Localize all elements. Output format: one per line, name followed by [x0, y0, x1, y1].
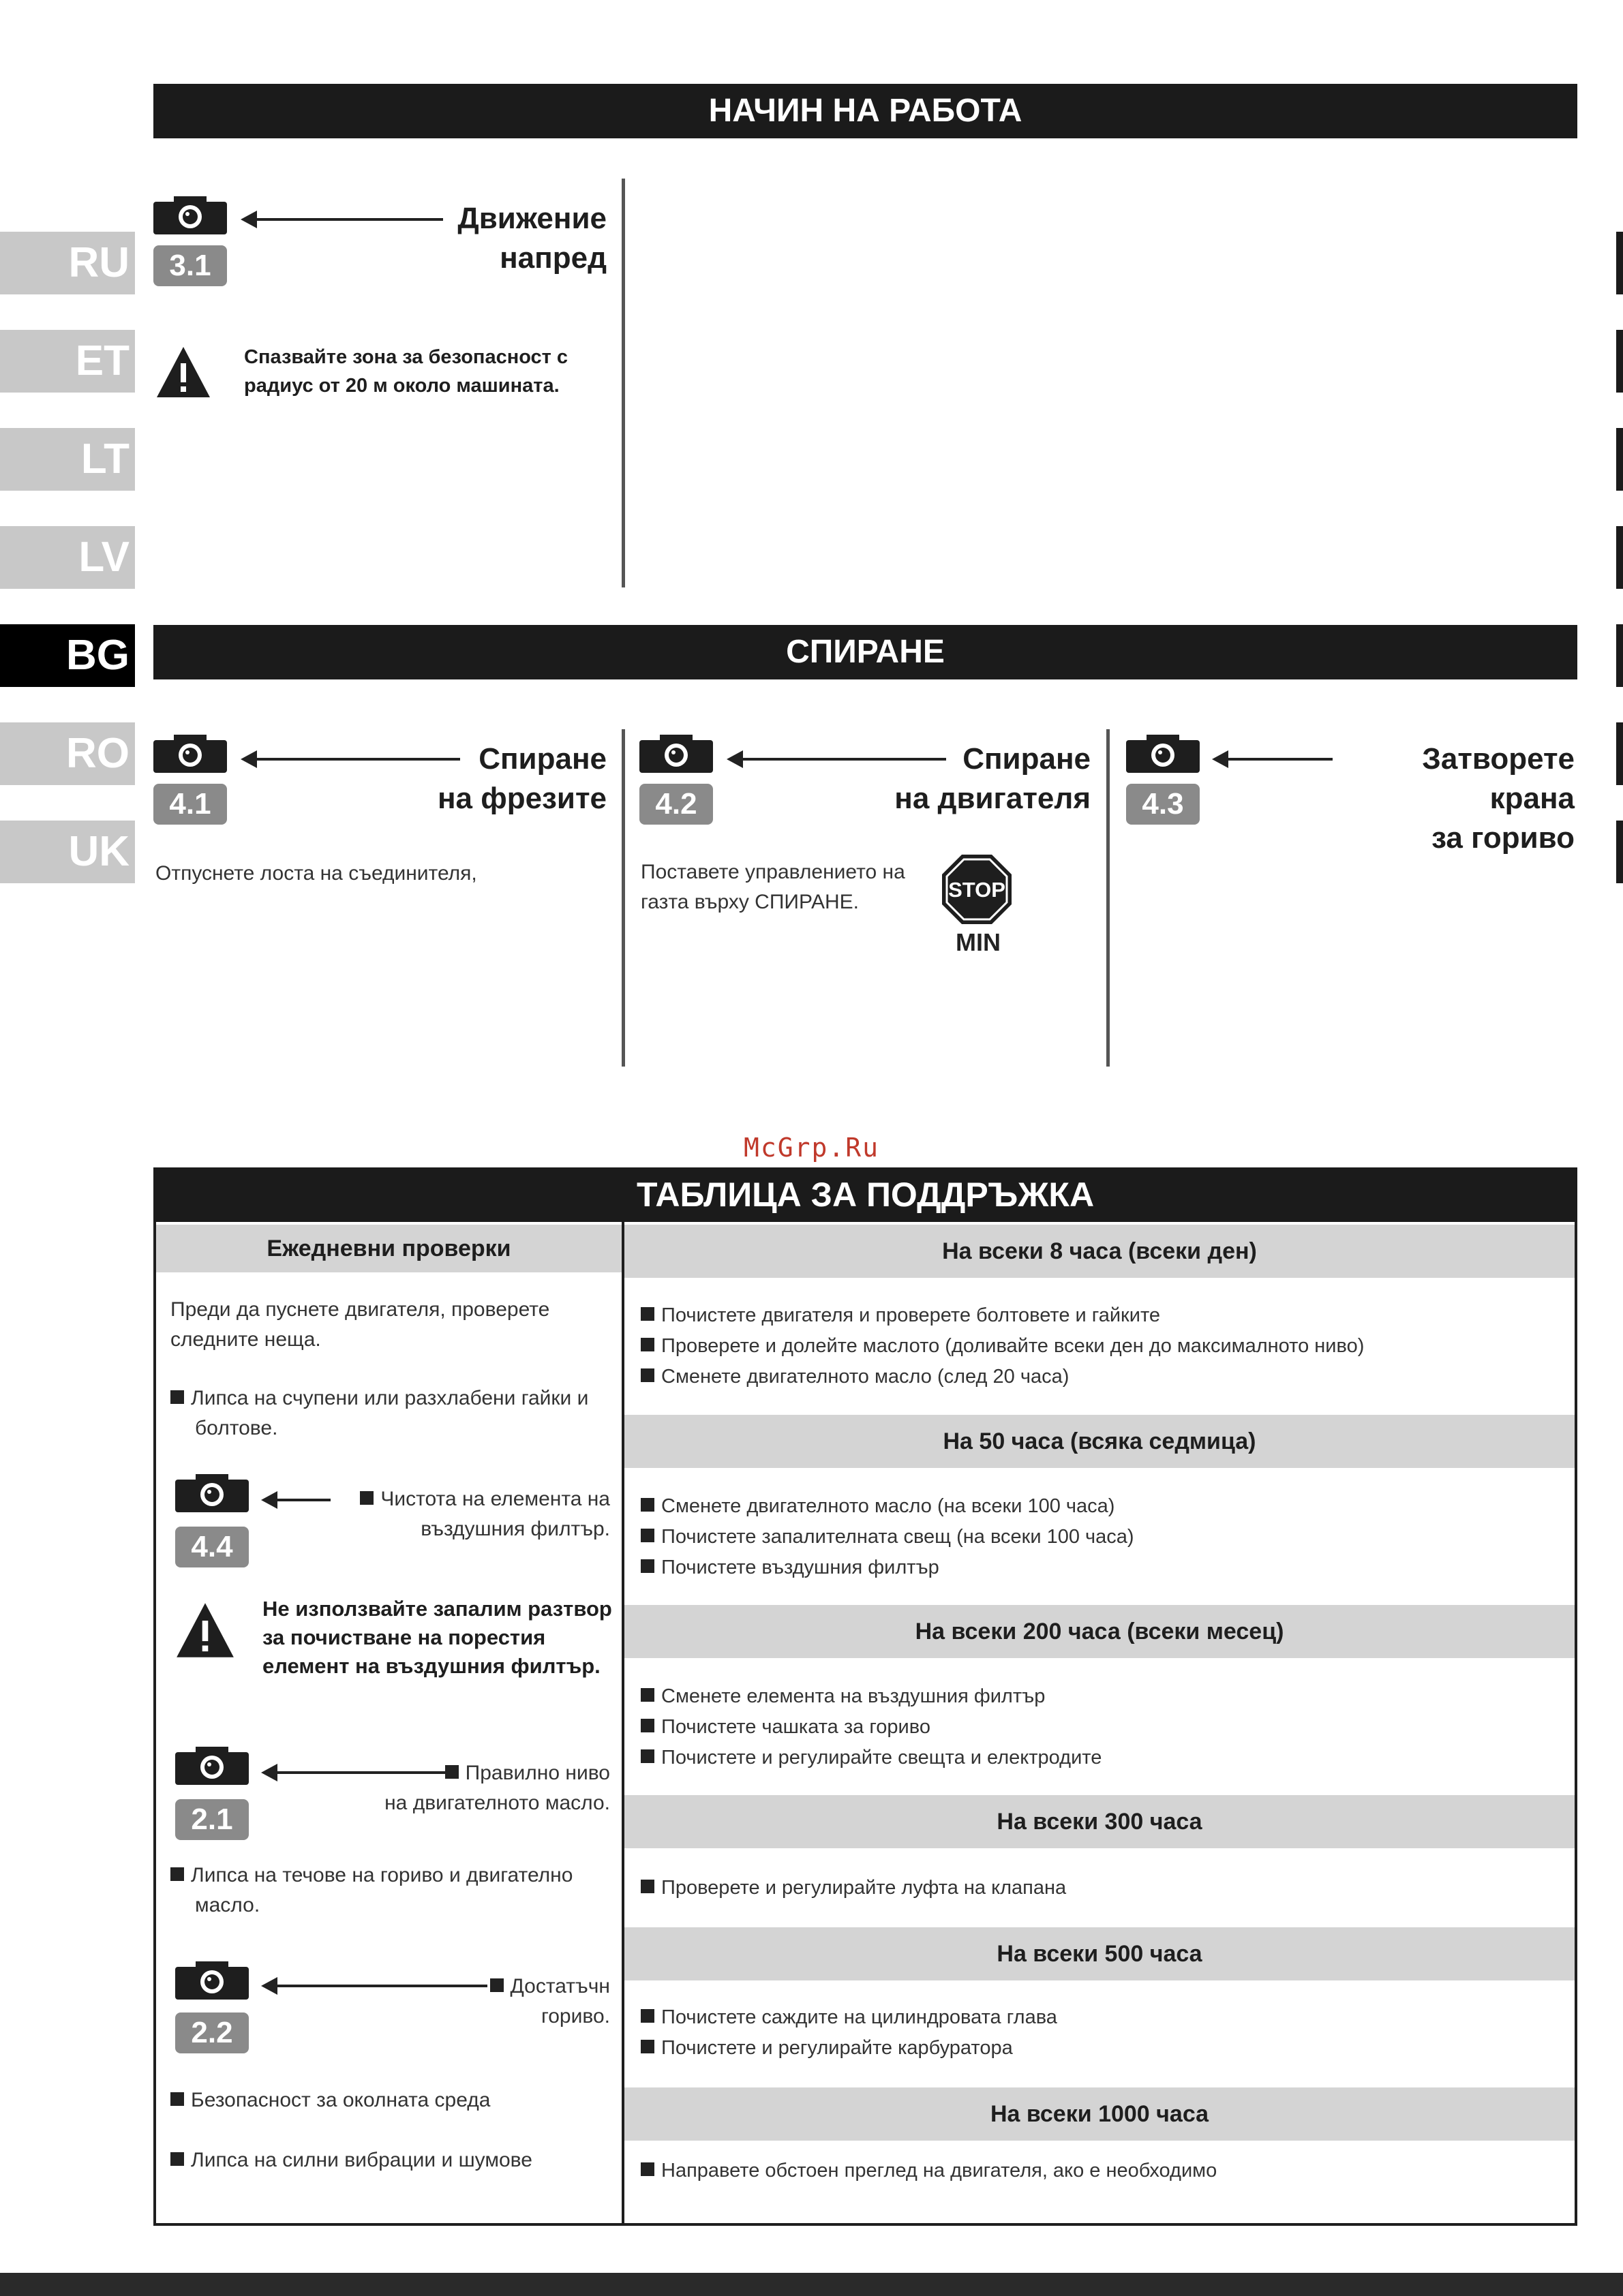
- list-item: Сменете двигателното масло (на всеки 100 часа): [641, 1491, 1134, 1522]
- list-item: Почистете чашката за гориво: [641, 1712, 1102, 1743]
- bullet-square-icon: [641, 1498, 654, 1512]
- interval-header: На 50 часа (всяка седмица): [624, 1415, 1575, 1468]
- bullet-square-icon: [641, 1307, 654, 1321]
- bullet-square-icon: [641, 1749, 654, 1763]
- interval-header: На всеки 500 часа: [624, 1927, 1575, 1980]
- section-title-maintenance: ТАБЛИЦА ЗА ПОДДРЪЖКА: [153, 1167, 1577, 1222]
- section-title-stopping: СПИРАНЕ: [153, 625, 1577, 679]
- bullet-square-icon: [641, 1719, 654, 1732]
- step-badge: 4.1: [153, 784, 227, 825]
- list-item: Почистете и регулирайте свещта и електродите: [641, 1743, 1102, 1773]
- step-badge: 3.1: [153, 245, 227, 286]
- edge-tab: [1616, 526, 1623, 589]
- table-column-divider: [622, 1222, 624, 2226]
- check-item: Достатъчн гориво.: [382, 1972, 610, 2032]
- list-item: Почистете въздушния филтър: [641, 1552, 1134, 1583]
- edge-tab: [1616, 722, 1623, 785]
- list-item: Почистете запалителната свещ (на всеки 100 часа): [641, 1522, 1134, 1552]
- column-divider: [1106, 729, 1110, 1067]
- footer-rule: [0, 2273, 1623, 2296]
- stop-sign-icon: [941, 853, 1013, 925]
- step-badge: 2.2: [175, 2012, 249, 2053]
- section-title-operation: НАЧИН НА РАБОТА: [153, 84, 1577, 138]
- lang-tab-lv[interactable]: LV: [0, 526, 135, 589]
- list-item: Почистете и регулирайте карбуратора: [641, 2033, 1057, 2064]
- check-item: Чистота на елемента на въздушния филтър.: [341, 1484, 610, 1544]
- filter-warning-text: Не използвайте запалим разтвор за почистване на порестия елемент на въздушния филтър.: [262, 1597, 612, 1678]
- list-item: Сменете елемента на въздушния филтър: [641, 1681, 1102, 1712]
- step-title: Движение напред: [457, 202, 607, 275]
- interval-items: [641, 1873, 1066, 1903]
- edge-tab: [1616, 821, 1623, 883]
- step-badge: 4.2: [639, 784, 713, 825]
- step-title: Затворете крана за гориво: [1422, 742, 1575, 855]
- camera-icon: [153, 735, 227, 773]
- list-item: Направете обстоен преглед на двигателя, ако е необходимо: [641, 2156, 1217, 2186]
- bullet-square-icon: [641, 1688, 654, 1702]
- bullet-square-icon: [360, 1491, 374, 1505]
- lang-tab-ro[interactable]: RO: [0, 722, 135, 785]
- list-item: Проверете и долейте маслото (доливайте всеки ден до максималното ниво): [641, 1331, 1364, 1362]
- camera-icon: [175, 1474, 249, 1512]
- interval-header: На всеки 200 часа (всеки месец): [624, 1605, 1575, 1658]
- safety-warning-text: Спазвайте зона за безопасност с радиус от 20 м около машината.: [244, 346, 568, 397]
- interval-items: [641, 1491, 1134, 1583]
- daily-intro: Преди да пуснете двигателя, проверете следните неща.: [170, 1298, 550, 1351]
- list-item: Почистете двигателя и проверете болтовете и гайките: [641, 1300, 1364, 1331]
- warning-icon: [175, 1600, 235, 1660]
- list-item: Проверете и регулирайте луфта на клапана: [641, 1873, 1066, 1903]
- interval-items: [641, 1681, 1102, 1773]
- interval-header: На всеки 8 часа (всеки ден): [624, 1225, 1575, 1278]
- step-text: Поставете управлението на газта върху СПИРАНЕ.: [641, 861, 905, 913]
- bullet-square-icon: [641, 1559, 654, 1573]
- bullet-square-icon: [641, 1529, 654, 1542]
- bullet-square-icon: [641, 2162, 654, 2176]
- interval-header: На всеки 1000 часа: [624, 2087, 1575, 2141]
- step-badge: 4.4: [175, 1527, 249, 1567]
- edge-tab: [1616, 624, 1623, 687]
- bullet-square-icon: [641, 2009, 654, 2023]
- bullet-square-icon: [170, 2092, 184, 2106]
- bullet-square-icon: [170, 1390, 184, 1404]
- lang-tab-et[interactable]: ET: [0, 330, 135, 393]
- lang-tab-bg[interactable]: BG: [0, 624, 135, 687]
- watermark: McGrp.Ru: [743, 1133, 880, 1163]
- list-item: Почистете саждите на цилиндровата глава: [641, 2002, 1057, 2033]
- warning-icon: [155, 344, 211, 400]
- list-item: Сменете двигателното масло (след 20 часа): [641, 1362, 1364, 1392]
- step-badge: 4.3: [1126, 784, 1200, 825]
- edge-tab: [1616, 428, 1623, 491]
- lang-tab-ru[interactable]: RU: [0, 232, 135, 294]
- camera-icon: [175, 1747, 249, 1785]
- svg-text:STOP: STOP: [948, 878, 1005, 902]
- bullet-square-icon: [641, 1880, 654, 1893]
- camera-icon: [153, 196, 227, 234]
- step-title: Спиране на двигателя: [894, 742, 1091, 815]
- interval-items: [641, 2156, 1217, 2186]
- check-item: Безопасност за околната среда: [170, 2085, 490, 2115]
- bullet-square-icon: [170, 2152, 184, 2166]
- step-title: Спиране на фрезите: [437, 742, 607, 815]
- step-badge: 2.1: [175, 1799, 249, 1840]
- pointer-arrow: [1227, 758, 1333, 761]
- edge-tab: [1616, 232, 1623, 294]
- step-text: Отпуснете лоста на съединителя,: [155, 862, 477, 885]
- check-item: Липса на счупени или разхлабени гайки и болтове.: [170, 1383, 588, 1443]
- bullet-square-icon: [641, 1368, 654, 1382]
- camera-icon: [1126, 735, 1200, 773]
- pointer-arrow: [276, 1499, 331, 1501]
- column-divider: [622, 729, 625, 1067]
- interval-header: На всеки 300 часа: [624, 1795, 1575, 1848]
- bullet-square-icon: [490, 1978, 504, 1992]
- camera-icon: [639, 735, 713, 773]
- bullet-square-icon: [641, 2040, 654, 2053]
- lang-tab-uk[interactable]: UK: [0, 821, 135, 883]
- min-label: MIN: [956, 928, 1001, 956]
- check-item: Липса на силни вибрации и шумове: [170, 2145, 532, 2175]
- interval-items: [641, 2002, 1057, 2064]
- check-item: Липса на течове на гориво и двигателно масло.: [170, 1861, 573, 1920]
- bullet-square-icon: [170, 1867, 184, 1881]
- edge-tab: [1616, 330, 1623, 393]
- camera-icon: [175, 1961, 249, 2000]
- bullet-square-icon: [445, 1765, 459, 1779]
- daily-checks-header: Ежедневни проверки: [156, 1225, 622, 1272]
- bullet-square-icon: [641, 1338, 654, 1351]
- lang-tab-lt[interactable]: LT: [0, 428, 135, 491]
- interval-items: [641, 1300, 1364, 1392]
- column-divider: [622, 179, 625, 587]
- check-item: Правилно ниво на двигателното масло.: [384, 1762, 610, 1814]
